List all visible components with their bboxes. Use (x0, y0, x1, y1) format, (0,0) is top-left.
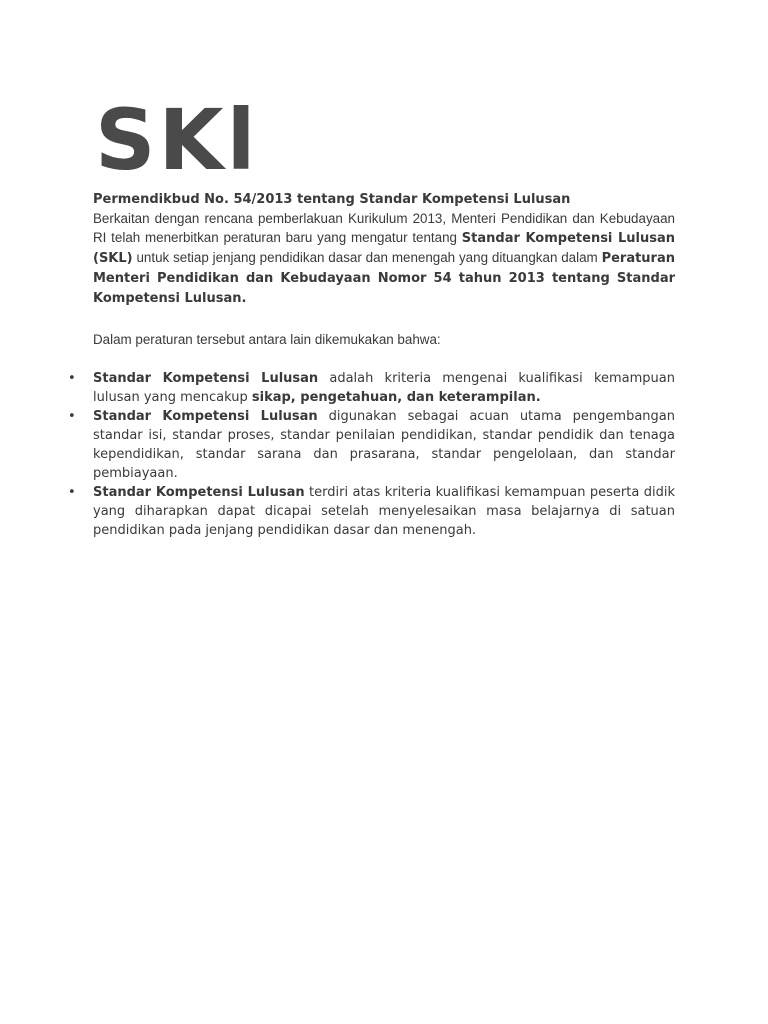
document-heading: Permendikbud No. 54/2013 tentang Standar Kompetensi Lulusan (93, 192, 571, 207)
list-item-text: digunakan sebagai acuan utama pengembangan standar isi, standar proses, standar penilaian pendidikan, standar pendidik dan tenaga kependidikan, standar sarana dan prasarana, standar pengelolaan, dan standar pembiayaan. (93, 409, 675, 481)
bullet-icon: • (68, 409, 76, 424)
list-item-text: adalah kriteria mengenai kualifikasi kemampuan lulusan yang mencakup (93, 371, 675, 405)
intro-bold-regulation: Peraturan Menteri Pendidikan dan Kebudayaan Nomor 54 tahun 2013 tentang Standar Kompetensi Lulusan. (93, 251, 675, 306)
bullet-icon: • (68, 485, 76, 500)
body-paragraph: Dalam peraturan tersebut antara lain dikemukakan bahwa: (93, 332, 441, 347)
intro-bold-skl: Standar Kompetensi Lulusan (SKL) (93, 231, 675, 266)
list-item (68, 369, 675, 407)
bullet-list (68, 369, 675, 540)
list-item-bold: Standar Kompetensi Lulusan (93, 409, 318, 424)
intro-text-1: Berkaitan dengan rencana pemberlakuan Kurikulum 2013, Menteri Pendidikan dan Kebudayaan RI telah menerbitkan peraturan baru yang mengatur tentang (93, 211, 675, 245)
intro-paragraph (93, 209, 675, 308)
intro-text-2: untuk setiap jenjang pendidikan dasar dan menengah yang dituangkan dalam (132, 250, 602, 265)
document-page (68, 91, 675, 540)
list-item-bold-end: sikap, pengetahuan, dan keterampilan. (251, 390, 541, 405)
list-item-text: terdiri atas kriteria kualifikasi kemampuan peserta didik yang diharapkan dapat dicapai setelah menyelesaikan masa belajarnya di satuan pendidikan pada jenjang pendidikan dasar dan menengah. (93, 485, 675, 538)
list-item-bold: Standar Kompetensi Lulusan (93, 485, 305, 500)
bullet-icon: • (68, 371, 76, 386)
list-item-bold: Standar Kompetensi Lulusan (93, 371, 319, 386)
document-big-title: SKl (95, 91, 259, 189)
list-item (68, 407, 675, 483)
list-item (68, 483, 675, 540)
